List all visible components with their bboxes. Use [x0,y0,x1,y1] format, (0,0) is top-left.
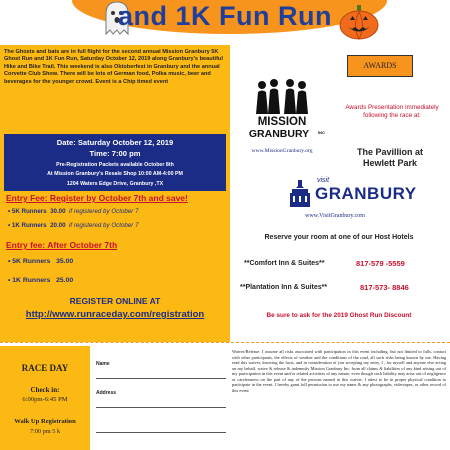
name-label: Name [96,361,110,367]
checkin-label: Check in: [30,386,60,394]
pickup-location: At Mission Granbury's Resale Shop 10:00 AM-4:00 PM [47,171,183,177]
register-label: REGISTER ONLINE AT [69,296,161,306]
fee-item: • 1K Runners 20.00 if registered by October 7 [8,222,139,229]
page-title: and 1K Fun Run [118,1,332,31]
event-time: Time: 7:00 pm [89,149,141,158]
entry-fee-late-heading: Entry fee: After October 7th [6,240,118,250]
visit-granbury-link[interactable]: www.VisitGranbury.com [305,213,365,219]
address-field[interactable] [96,407,226,408]
walkup-label: Walk Up Registration [14,418,76,425]
checkin-time: 6:00pm-6:45 PM [22,396,68,403]
name-field[interactable] [96,378,226,379]
waiver-text: Waiver/Release: I assume all risks associated with participation in this event including, but not limited to falls, contact with other participants, the effects of weather and the conditions of the road, all such risks being known by me. Having read this waiver, knowing the facts, and in consideration of you accepting my entry, I , for myself and anyone else acting on my behalf, waive & release & indemnify Mission Granbury Inc. from all claims & liabilities of any kind arising out of my participation in this event and/or related activities of any nature, even though such liability may arise out of negligence or carelessness on the part of any of the persons named in this waiver. I attest to be in proper physical condition to participate in the event. I hereby grant full permission to use my name & any photographs, videotapes, or other record of this event [232,349,446,393]
hotels-heading: Reserve your room at one of our Host Hotels [264,234,414,241]
packet-pickup: Pre-Registration Packets available October 8th [56,162,174,168]
awards-venue: The Pavillion at Hewlett Park [356,147,423,168]
address-label: Address [96,390,117,396]
mission-granbury-logo: MISSION GRANBURY INC [234,78,330,153]
race-day-title: RACE DAY [21,363,69,373]
fee-item: • 5K Runners 35.00 [8,258,74,265]
fee-item: • 1K Runners 25.00 [8,277,74,284]
visit-granbury-logo: visit GRANBURY [287,175,417,215]
event-date: Date: Saturday October 12, 2019 [56,138,174,147]
walkup-time: 7:00 pm 5 k [29,428,61,435]
fee-item: • 5K Runners 30.00 if registered by October 7 [8,208,139,215]
hotel-item: **Plantation Inn & Suites** [240,284,328,291]
intro-text: The Ghosts and bats are in full flight for the second annual Mission Granbury 5K Ghost Run and 1K Fun Run, Saturday October 12, 2019 along Granbury's beautiful Hike and Bike Trail. This weekend is also Oktoberfest in Granbury and the annual Corvette Club Show. There will be lots of German food, Polka music, beer and beverages for the younger crowd. Event is a Chip timed event [4,49,223,85]
people-icon [254,78,310,114]
address-field-2[interactable] [96,432,226,433]
awards-text: Awards Presentation immediately following the race at: [345,104,439,120]
hotel-phone: 817-573- 8846 [360,283,409,292]
awards-badge: AWARDS [347,55,413,77]
hotel-phone: 817-579 -5559 [356,259,405,268]
courthouse-icon [287,179,313,209]
mission-granbury-link[interactable]: www.MissionGranbury.org [251,148,313,154]
register-link[interactable]: http://www.runraceday.com/registration [25,309,205,320]
entry-fee-early-heading: Entry Fee: Register by October 7th and save! [6,193,188,203]
event-address: 1204 Waters Edge Drive, Granbury ,TX [66,181,164,187]
cut-line [0,342,450,343]
discount-note: Be sure to ask for the 2019 Ghost Run Discount [266,312,412,319]
hotel-item: **Comfort Inn & Suites** [244,260,325,267]
